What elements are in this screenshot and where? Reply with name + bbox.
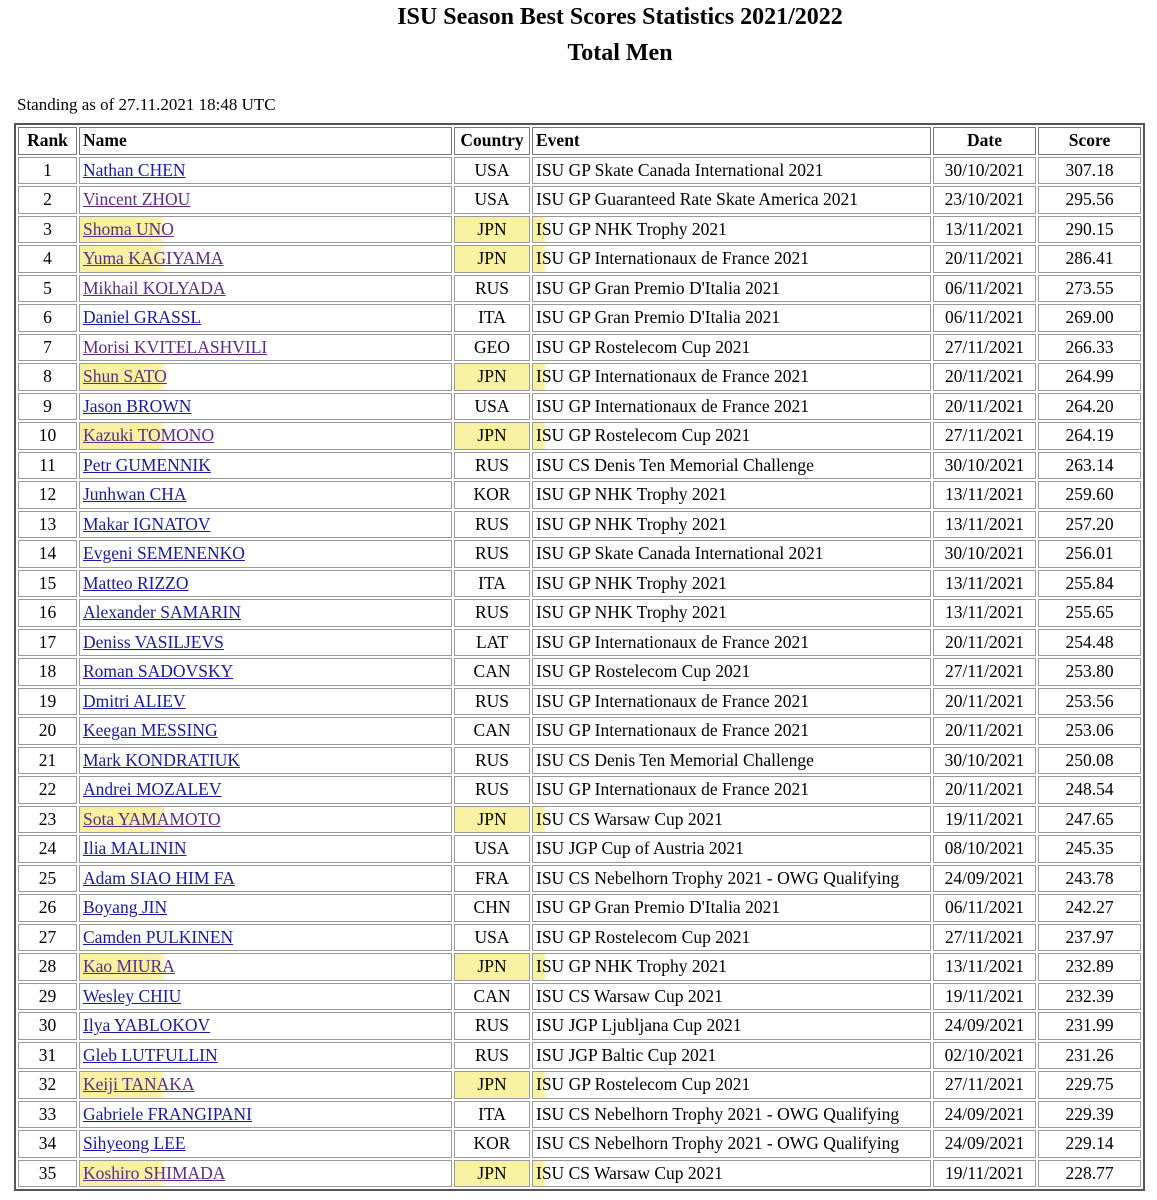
country-cell: GEO: [454, 334, 530, 362]
score-cell: 307.18: [1038, 157, 1141, 185]
rank-cell: 14: [18, 540, 77, 568]
score-cell: 256.01: [1038, 540, 1141, 568]
table-row: [18, 1012, 1141, 1040]
rank-cell: 33: [18, 1101, 77, 1129]
table-row: [18, 983, 1141, 1011]
date-cell: 20/11/2021: [933, 393, 1036, 421]
date-cell: 19/11/2021: [933, 983, 1036, 1011]
skater-name-link[interactable]: Daniel GRASSL: [83, 307, 202, 328]
table-row: [18, 422, 1141, 450]
rank-cell: 10: [18, 422, 77, 450]
rank-cell: 15: [18, 570, 77, 598]
column-header-name: Name: [79, 127, 452, 155]
season-best-table: [14, 123, 1145, 1191]
table-row: [18, 776, 1141, 804]
date-cell: 06/11/2021: [933, 304, 1036, 332]
score-cell: 266.33: [1038, 334, 1141, 362]
score-cell: 250.08: [1038, 747, 1141, 775]
event-cell: ISU GP NHK Trophy 2021: [532, 216, 931, 244]
rank-cell: 5: [18, 275, 77, 303]
rank-cell: 34: [18, 1130, 77, 1158]
skater-name-link[interactable]: Makar IGNATOV: [83, 513, 211, 534]
score-cell: 247.65: [1038, 806, 1141, 834]
rank-cell: 21: [18, 747, 77, 775]
event-cell: ISU CS Denis Ten Memorial Challenge: [532, 452, 931, 480]
table-row: [18, 688, 1141, 716]
date-cell: 19/11/2021: [933, 806, 1036, 834]
event-cell: ISU GP Rostelecom Cup 2021: [532, 924, 931, 952]
date-cell: 19/11/2021: [933, 1160, 1036, 1188]
event-cell: ISU GP Gran Premio D'Italia 2021: [532, 304, 931, 332]
name-cell: [79, 481, 452, 509]
date-cell: 20/11/2021: [933, 717, 1036, 745]
name-cell: [79, 1160, 452, 1188]
name-cell: [79, 1012, 452, 1040]
rank-cell: 31: [18, 1042, 77, 1070]
date-cell: 27/11/2021: [933, 1071, 1036, 1099]
event-cell: ISU GP Rostelecom Cup 2021: [532, 422, 931, 450]
date-cell: 06/11/2021: [933, 894, 1036, 922]
country-cell: USA: [454, 835, 530, 863]
skater-name-link[interactable]: Keiji TANAKA: [83, 1074, 195, 1095]
event-cell: ISU GP NHK Trophy 2021: [532, 953, 931, 981]
date-cell: 13/11/2021: [933, 570, 1036, 598]
score-cell: 273.55: [1038, 275, 1141, 303]
table-row: [18, 393, 1141, 421]
name-cell: [79, 717, 452, 745]
event-cell: ISU JGP Ljubljana Cup 2021: [532, 1012, 931, 1040]
country-cell: JPN: [454, 363, 530, 391]
score-cell: 231.26: [1038, 1042, 1141, 1070]
score-cell: 264.19: [1038, 422, 1141, 450]
date-cell: 24/09/2021: [933, 1130, 1036, 1158]
score-cell: 264.99: [1038, 363, 1141, 391]
country-cell: RUS: [454, 688, 530, 716]
table-row: [18, 334, 1141, 362]
rank-cell: 17: [18, 629, 77, 657]
score-cell: 290.15: [1038, 216, 1141, 244]
skater-name-link[interactable]: Ilia MALININ: [83, 838, 187, 859]
event-cell: ISU GP Rostelecom Cup 2021: [532, 658, 931, 686]
event-cell: ISU GP Internationaux de France 2021: [532, 245, 931, 273]
score-cell: 254.48: [1038, 629, 1141, 657]
table-row: [18, 157, 1141, 185]
standing-timestamp: Standing as of 27.11.2021 18:48 UTC: [17, 95, 276, 114]
skater-name-link[interactable]: Roman SADOVSKY: [83, 661, 234, 682]
rank-cell: 26: [18, 894, 77, 922]
table-row: [18, 924, 1141, 952]
table-row: [18, 570, 1141, 598]
date-cell: 13/11/2021: [933, 511, 1036, 539]
rank-cell: 24: [18, 835, 77, 863]
skater-name-link[interactable]: Gleb LUTFULLIN: [83, 1044, 218, 1065]
score-cell: 232.39: [1038, 983, 1141, 1011]
name-cell: [79, 304, 452, 332]
name-cell: [79, 865, 452, 893]
event-cell: ISU CS Nebelhorn Trophy 2021 - OWG Qualifying: [532, 1130, 931, 1158]
column-header-date: Date: [933, 127, 1036, 155]
country-cell: USA: [454, 186, 530, 214]
skater-name-link[interactable]: Junhwan CHA: [83, 484, 187, 505]
rank-cell: 19: [18, 688, 77, 716]
table-row: [18, 540, 1141, 568]
rank-cell: 28: [18, 953, 77, 981]
skater-name-link[interactable]: Petr GUMENNIK: [83, 454, 211, 475]
country-cell: JPN: [454, 422, 530, 450]
skater-name-link[interactable]: Sota YAMAMOTO: [83, 808, 221, 829]
country-cell: RUS: [454, 275, 530, 303]
table-header-row: [18, 127, 1141, 155]
skater-name-link[interactable]: Wesley CHIU: [83, 985, 182, 1006]
name-cell: [79, 334, 452, 362]
rank-cell: 6: [18, 304, 77, 332]
name-cell: [79, 570, 452, 598]
rank-cell: 30: [18, 1012, 77, 1040]
name-cell: [79, 1071, 452, 1099]
rank-cell: 22: [18, 776, 77, 804]
date-cell: 20/11/2021: [933, 688, 1036, 716]
score-cell: 248.54: [1038, 776, 1141, 804]
skater-name-link[interactable]: Boyang JIN: [83, 897, 168, 918]
event-cell: ISU GP Rostelecom Cup 2021: [532, 1071, 931, 1099]
rank-cell: 2: [18, 186, 77, 214]
rank-cell: 32: [18, 1071, 77, 1099]
date-cell: 13/11/2021: [933, 599, 1036, 627]
name-cell: [79, 1130, 452, 1158]
country-cell: JPN: [454, 806, 530, 834]
rank-cell: 4: [18, 245, 77, 273]
date-cell: 13/11/2021: [933, 481, 1036, 509]
score-cell: 229.75: [1038, 1071, 1141, 1099]
skater-name-link[interactable]: Jason BROWN: [83, 395, 192, 416]
country-cell: ITA: [454, 304, 530, 332]
score-cell: 269.00: [1038, 304, 1141, 332]
country-cell: CAN: [454, 983, 530, 1011]
table-row: [18, 186, 1141, 214]
score-cell: 237.97: [1038, 924, 1141, 952]
table-row: [18, 629, 1141, 657]
event-cell: ISU GP Internationaux de France 2021: [532, 393, 931, 421]
date-cell: 20/11/2021: [933, 245, 1036, 273]
name-cell: [79, 806, 452, 834]
event-cell: ISU GP Rostelecom Cup 2021: [532, 334, 931, 362]
score-cell: 259.60: [1038, 481, 1141, 509]
date-cell: 13/11/2021: [933, 953, 1036, 981]
name-cell: [79, 452, 452, 480]
date-cell: 02/10/2021: [933, 1042, 1036, 1070]
score-cell: 255.84: [1038, 570, 1141, 598]
table-row: [18, 245, 1141, 273]
table-row: [18, 658, 1141, 686]
score-cell: 242.27: [1038, 894, 1141, 922]
country-cell: JPN: [454, 953, 530, 981]
name-cell: [79, 511, 452, 539]
rank-cell: 18: [18, 658, 77, 686]
table-row: [18, 1042, 1141, 1070]
country-cell: JPN: [454, 1160, 530, 1188]
table-row: [18, 1071, 1141, 1099]
date-cell: 27/11/2021: [933, 658, 1036, 686]
skater-name-link[interactable]: Mark KONDRATIUK: [83, 749, 240, 770]
country-cell: LAT: [454, 629, 530, 657]
date-cell: 30/10/2021: [933, 157, 1036, 185]
event-cell: ISU GP Internationaux de France 2021: [532, 688, 931, 716]
event-cell: ISU GP NHK Trophy 2021: [532, 599, 931, 627]
skater-name-link[interactable]: Gabriele FRANGIPANI: [83, 1103, 252, 1124]
name-cell: [79, 983, 452, 1011]
skater-name-link[interactable]: Sihyeong LEE: [83, 1133, 186, 1154]
name-cell: [79, 894, 452, 922]
score-cell: 253.80: [1038, 658, 1141, 686]
score-cell: 257.20: [1038, 511, 1141, 539]
country-cell: KOR: [454, 481, 530, 509]
skater-name-link[interactable]: Yuma KAGIYAMA: [83, 248, 224, 269]
country-cell: RUS: [454, 540, 530, 568]
country-cell: RUS: [454, 1012, 530, 1040]
score-cell: 228.77: [1038, 1160, 1141, 1188]
table-row: [18, 953, 1141, 981]
table-row: [18, 363, 1141, 391]
skater-name-link[interactable]: Matteo RIZZO: [83, 572, 189, 593]
skater-name-link[interactable]: Kao MIURA: [83, 956, 175, 977]
event-cell: ISU JGP Cup of Austria 2021: [532, 835, 931, 863]
country-cell: CAN: [454, 717, 530, 745]
event-cell: ISU GP Skate Canada International 2021: [532, 540, 931, 568]
rank-cell: 35: [18, 1160, 77, 1188]
country-cell: JPN: [454, 216, 530, 244]
name-cell: [79, 835, 452, 863]
column-header-country: Country: [454, 127, 530, 155]
rank-cell: 9: [18, 393, 77, 421]
skater-name-link[interactable]: Evgeni SEMENENKO: [83, 543, 245, 564]
skater-name-link[interactable]: Camden PULKINEN: [83, 926, 234, 947]
date-cell: 08/10/2021: [933, 835, 1036, 863]
score-cell: 255.65: [1038, 599, 1141, 627]
event-cell: ISU CS Warsaw Cup 2021: [532, 983, 931, 1011]
country-cell: USA: [454, 157, 530, 185]
rank-cell: 8: [18, 363, 77, 391]
skater-name-link[interactable]: Keegan MESSING: [83, 720, 218, 741]
date-cell: 20/11/2021: [933, 776, 1036, 804]
event-cell: ISU GP Gran Premio D'Italia 2021: [532, 275, 931, 303]
country-cell: RUS: [454, 1042, 530, 1070]
score-cell: 253.06: [1038, 717, 1141, 745]
skater-name-link[interactable]: Dmitri ALIEV: [83, 690, 186, 711]
score-cell: 231.99: [1038, 1012, 1141, 1040]
name-cell: [79, 422, 452, 450]
column-header-event: Event: [532, 127, 931, 155]
table-row: [18, 835, 1141, 863]
date-cell: 30/10/2021: [933, 540, 1036, 568]
table-row: [18, 304, 1141, 332]
rank-cell: 20: [18, 717, 77, 745]
name-cell: [79, 275, 452, 303]
country-cell: FRA: [454, 865, 530, 893]
date-cell: 27/11/2021: [933, 422, 1036, 450]
name-cell: [79, 658, 452, 686]
table-row: [18, 894, 1141, 922]
skater-name-link[interactable]: Morisi KVITELASHVILI: [83, 336, 268, 357]
score-cell: 295.56: [1038, 186, 1141, 214]
date-cell: 24/09/2021: [933, 1012, 1036, 1040]
skater-name-link[interactable]: Kazuki TOMONO: [83, 425, 215, 446]
country-cell: RUS: [454, 747, 530, 775]
score-cell: 232.89: [1038, 953, 1141, 981]
country-cell: RUS: [454, 452, 530, 480]
name-cell: [79, 245, 452, 273]
score-cell: 286.41: [1038, 245, 1141, 273]
name-cell: [79, 216, 452, 244]
score-cell: 245.35: [1038, 835, 1141, 863]
date-cell: 13/11/2021: [933, 216, 1036, 244]
rank-cell: 12: [18, 481, 77, 509]
date-cell: 20/11/2021: [933, 629, 1036, 657]
country-cell: JPN: [454, 245, 530, 273]
date-cell: 27/11/2021: [933, 334, 1036, 362]
table-row: [18, 806, 1141, 834]
rank-cell: 16: [18, 599, 77, 627]
country-cell: ITA: [454, 570, 530, 598]
rank-cell: 27: [18, 924, 77, 952]
event-cell: ISU GP NHK Trophy 2021: [532, 511, 931, 539]
score-cell: 229.39: [1038, 1101, 1141, 1129]
name-cell: [79, 599, 452, 627]
event-cell: ISU GP NHK Trophy 2021: [532, 481, 931, 509]
event-cell: ISU CS Warsaw Cup 2021: [532, 806, 931, 834]
skater-name-link[interactable]: Andrei MOZALEV: [83, 779, 222, 800]
table-row: [18, 216, 1141, 244]
name-cell: [79, 688, 452, 716]
rank-cell: 11: [18, 452, 77, 480]
table-row: [18, 275, 1141, 303]
skater-name-link[interactable]: Ilya YABLOKOV: [83, 1015, 211, 1036]
page-title: ISU Season Best Scores Statistics 2021/2022: [397, 4, 843, 30]
event-cell: ISU GP Internationaux de France 2021: [532, 363, 931, 391]
name-cell: [79, 363, 452, 391]
date-cell: 24/09/2021: [933, 1101, 1036, 1129]
column-header-rank: Rank: [18, 127, 77, 155]
rank-cell: 29: [18, 983, 77, 1011]
event-cell: ISU GP Internationaux de France 2021: [532, 629, 931, 657]
table-row: [18, 717, 1141, 745]
name-cell: [79, 540, 452, 568]
table-row: [18, 747, 1141, 775]
rank-cell: 1: [18, 157, 77, 185]
event-cell: ISU GP Guaranteed Rate Skate America 2021: [532, 186, 931, 214]
rank-cell: 7: [18, 334, 77, 362]
column-header-score: Score: [1038, 127, 1141, 155]
skater-name-link[interactable]: Alexander SAMARIN: [83, 602, 241, 623]
date-cell: 24/09/2021: [933, 865, 1036, 893]
country-cell: KOR: [454, 1130, 530, 1158]
name-cell: [79, 1101, 452, 1129]
skater-name-link[interactable]: Deniss VASILJEVS: [83, 631, 224, 652]
country-cell: CHN: [454, 894, 530, 922]
date-cell: 06/11/2021: [933, 275, 1036, 303]
name-cell: [79, 953, 452, 981]
country-cell: CAN: [454, 658, 530, 686]
table-row: [18, 1101, 1141, 1129]
skater-name-link[interactable]: Koshiro SHIMADA: [83, 1162, 226, 1183]
date-cell: 30/10/2021: [933, 747, 1036, 775]
country-cell: RUS: [454, 599, 530, 627]
skater-name-link[interactable]: Vincent ZHOU: [83, 189, 191, 210]
country-cell: RUS: [454, 511, 530, 539]
country-cell: RUS: [454, 776, 530, 804]
country-cell: USA: [454, 393, 530, 421]
skater-name-link[interactable]: Shun SATO: [83, 366, 167, 387]
table-row: [18, 1160, 1141, 1188]
table-row: [18, 511, 1141, 539]
event-cell: ISU CS Nebelhorn Trophy 2021 - OWG Qualifying: [532, 1101, 931, 1129]
table-row: [18, 599, 1141, 627]
score-cell: 229.14: [1038, 1130, 1141, 1158]
country-cell: JPN: [454, 1071, 530, 1099]
country-cell: USA: [454, 924, 530, 952]
country-cell: ITA: [454, 1101, 530, 1129]
score-cell: 264.20: [1038, 393, 1141, 421]
event-cell: ISU GP NHK Trophy 2021: [532, 570, 931, 598]
score-cell: 243.78: [1038, 865, 1141, 893]
table-row: [18, 1130, 1141, 1158]
name-cell: [79, 1042, 452, 1070]
event-cell: ISU JGP Baltic Cup 2021: [532, 1042, 931, 1070]
table-row: [18, 865, 1141, 893]
date-cell: 27/11/2021: [933, 924, 1036, 952]
event-cell: ISU GP Internationaux de France 2021: [532, 717, 931, 745]
event-cell: ISU CS Denis Ten Memorial Challenge: [532, 747, 931, 775]
event-cell: ISU CS Warsaw Cup 2021: [532, 1160, 931, 1188]
skater-name-link[interactable]: Adam SIAO HIM FA: [83, 867, 235, 888]
score-cell: 253.56: [1038, 688, 1141, 716]
name-cell: [79, 629, 452, 657]
event-cell: ISU GP Gran Premio D'Italia 2021: [532, 894, 931, 922]
event-cell: ISU GP Skate Canada International 2021: [532, 157, 931, 185]
skater-name-link[interactable]: Shoma UNO: [83, 218, 174, 239]
date-cell: 23/10/2021: [933, 186, 1036, 214]
event-cell: ISU CS Nebelhorn Trophy 2021 - OWG Qualifying: [532, 865, 931, 893]
date-cell: 30/10/2021: [933, 452, 1036, 480]
name-cell: [79, 776, 452, 804]
rank-cell: 3: [18, 216, 77, 244]
name-cell: [79, 747, 452, 775]
page-subtitle: Total Men: [567, 40, 673, 66]
name-cell: [79, 157, 452, 185]
rank-cell: 13: [18, 511, 77, 539]
name-cell: [79, 393, 452, 421]
name-cell: [79, 186, 452, 214]
score-cell: 263.14: [1038, 452, 1141, 480]
table-row: [18, 452, 1141, 480]
skater-name-link[interactable]: Nathan CHEN: [83, 159, 186, 180]
name-cell: [79, 924, 452, 952]
event-cell: ISU GP Internationaux de France 2021: [532, 776, 931, 804]
date-cell: 20/11/2021: [933, 363, 1036, 391]
rank-cell: 23: [18, 806, 77, 834]
table-body: [18, 157, 1141, 1188]
rank-cell: 25: [18, 865, 77, 893]
table-row: [18, 481, 1141, 509]
skater-name-link[interactable]: Mikhail KOLYADA: [83, 277, 226, 298]
